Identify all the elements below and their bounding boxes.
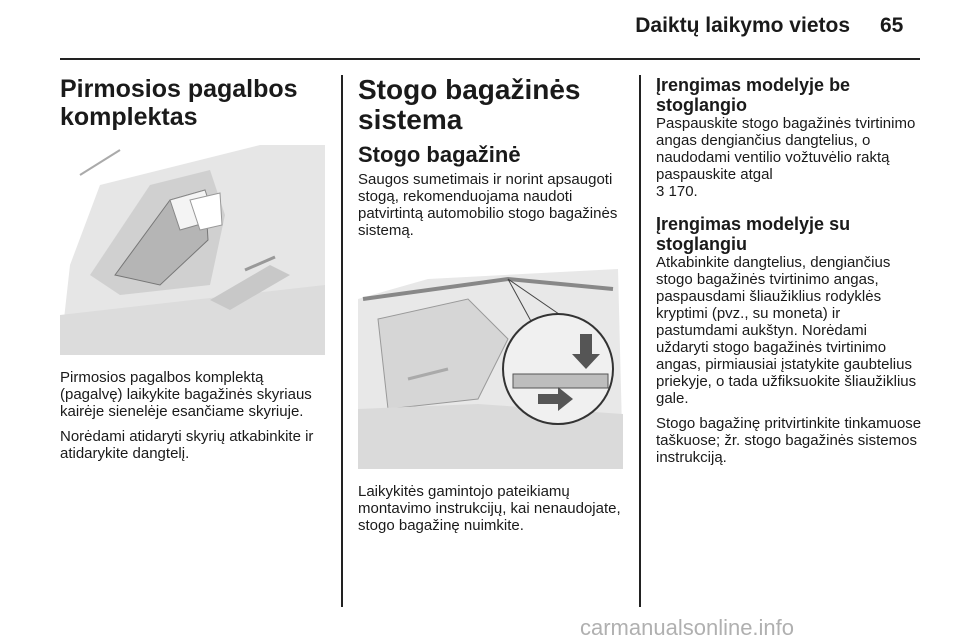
heading-with-sunroof: Įrengimas modelyje su stoglangiu bbox=[656, 214, 851, 254]
page-header-title: Daiktų laikymo vietos bbox=[635, 14, 850, 37]
roof-rack-intro: Saugos sumetimais ir norint apsaugoti stogą, rekomenduojama naudoti patvirtintą automobilio stogo bagažinės sistemą. bbox=[358, 171, 618, 239]
first-aid-illustration bbox=[60, 145, 325, 355]
roof-rack-illustration bbox=[358, 259, 623, 469]
column-3 bbox=[656, 75, 922, 474]
text-without-sunroof-body: Paspauskite stogo bagažinės tvirtinimo angas dengiančius dangtelius, o naudodami ventilio vožtuvėlio raktą paspauskite atgal bbox=[656, 115, 916, 183]
roof-rack-figure bbox=[358, 259, 623, 469]
text-with-sunroof-2: Stogo bagažinę pritvirtinkite tinkamuose taškuose; žr. stogo bagažinės sistemos instrukciją. bbox=[656, 415, 922, 466]
column-divider-1 bbox=[341, 75, 343, 607]
first-aid-paragraph-1: Pirmosios pagalbos komplektą (pagalvę) laikykite bagažinės skyriaus kairėje sienelėje esančiame skyriuje. bbox=[60, 369, 312, 420]
section-heading-roof-rack: Stogo bagažinės sistema bbox=[358, 74, 581, 135]
text-with-sunroof: Atkabinkite dangtelius, dengiančius stogo bagažinės tvirtinimo angas, paspausdami šliaužiklius rodyklės kryptimi (pvz., su moneta) ir pastumdami aukštyn. Norėdami uždaryti stogo bagažinės tvirtinimo angas, pirmiausiai įstatykite gaubtelius priekyje, o tada užfiksuokite šliaužiklius gale. bbox=[656, 254, 917, 407]
page-number: 65 bbox=[880, 14, 904, 37]
roof-rack-after-figure: Laikykitės gamintojo pateikiamų montavimo instrukcijų, kai nenaudojate, stogo bagažinę nuimkite. bbox=[358, 483, 621, 534]
section-heading-first-aid: Pirmosios pagalbos komplektas bbox=[60, 75, 298, 131]
heading-without-sunroof: Įrengimas modelyje be stoglangio bbox=[656, 75, 851, 115]
text-without-sunroof bbox=[656, 115, 922, 200]
header-rule bbox=[60, 58, 920, 60]
column-2 bbox=[358, 75, 624, 542]
first-aid-paragraph-2: Norėdami atidaryti skyrių atkabinkite ir atidarykite dangtelį. bbox=[60, 428, 314, 462]
column-1 bbox=[60, 75, 326, 470]
first-aid-kit-figure bbox=[60, 145, 325, 355]
subheading-roof-rack: Stogo bagažinė bbox=[358, 142, 521, 167]
page-reference-link[interactable]: 3 170. bbox=[656, 183, 698, 200]
column-divider-2 bbox=[639, 75, 641, 607]
watermark: carmanualsonline.info bbox=[580, 615, 795, 640]
